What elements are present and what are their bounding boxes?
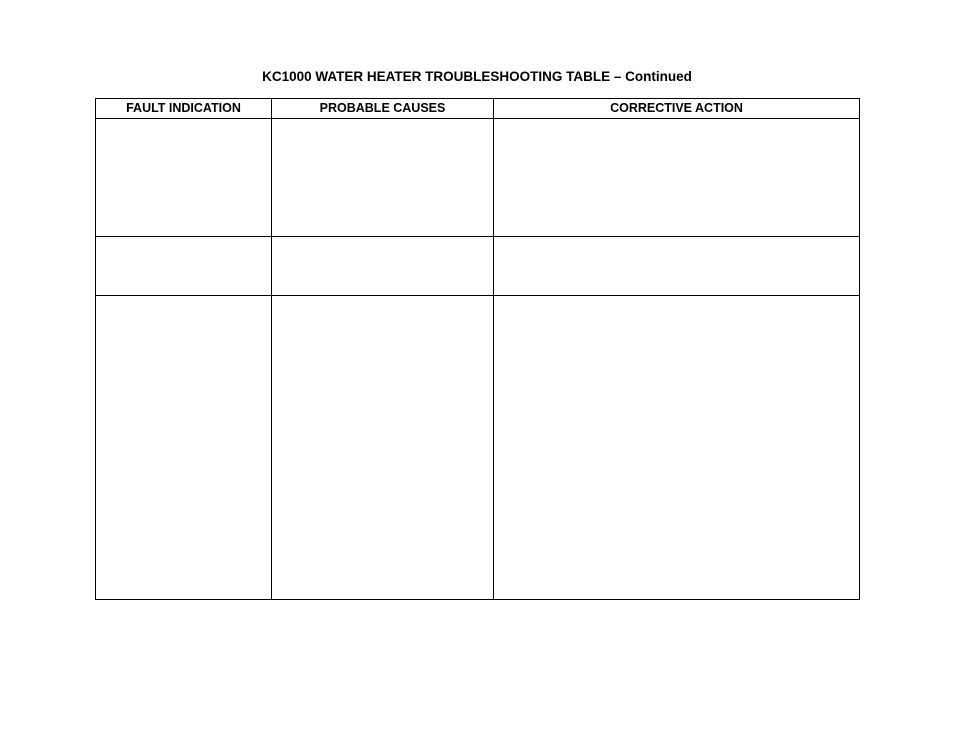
cell-fault-indication — [96, 237, 272, 296]
cell-probable-causes — [272, 296, 494, 600]
header-fault-indication: FAULT INDICATION — [96, 99, 272, 119]
header-probable-causes: PROBABLE CAUSES — [272, 99, 494, 119]
troubleshooting-table — [95, 98, 860, 600]
cell-corrective-action — [494, 296, 860, 600]
cell-fault-indication — [96, 296, 272, 600]
cell-probable-causes — [272, 237, 494, 296]
table-header-row — [96, 99, 860, 119]
table-row — [96, 296, 860, 600]
table-row — [96, 119, 860, 237]
cell-corrective-action — [494, 119, 860, 237]
cell-fault-indication — [96, 119, 272, 237]
page-title: KC1000 WATER HEATER TROUBLESHOOTING TABLE – Continued — [262, 69, 692, 84]
cell-corrective-action — [494, 237, 860, 296]
cell-probable-causes — [272, 119, 494, 237]
header-corrective-action: CORRECTIVE ACTION — [494, 99, 860, 119]
table-row — [96, 237, 860, 296]
